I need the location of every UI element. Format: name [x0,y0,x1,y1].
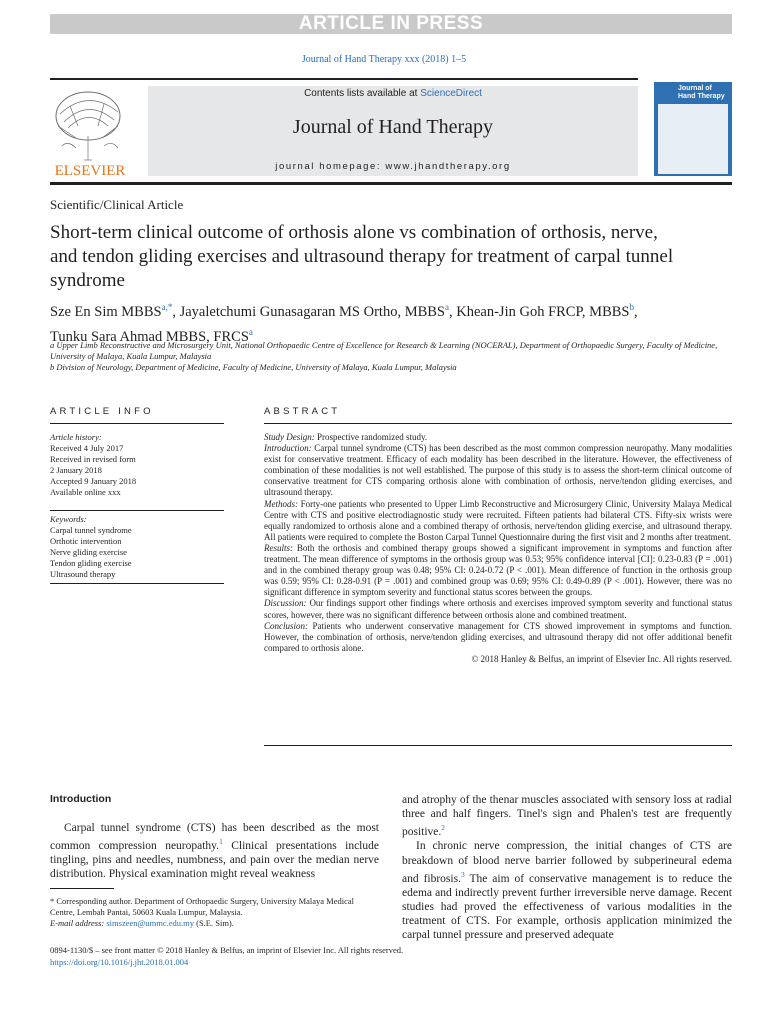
elsevier-tree-icon [48,86,132,178]
author-affiliation-marker[interactable]: a [248,326,253,337]
body-paragraph: Carpal tunnel syndrome (CTS) has been described as the most common compression neuropathy.$^1$ Clinical presentations include tingling, pins and needles, numbness, and pain over the median nerve distribution. Physical examination might reveal weakness [50,822,379,881]
author-affiliation-marker[interactable]: a,* [161,302,173,312]
divider [264,423,732,424]
citation-link[interactable]: 2 [441,823,446,833]
history-item: Received 4 July 2017 [50,443,124,453]
page-footer [50,944,732,968]
article-in-press-banner: ARTICLE IN PRESS [50,14,732,34]
journal-title: Journal of Hand Therapy [292,116,494,138]
email-label: E-mail address: [50,918,105,928]
corresponding-author: * Corresponding author. Department of Orthopaedic Surgery, University Malaya Medical Centre, Lembah Pantai, 50603 Kuala Lumpur, Malaysia. [50,896,355,917]
citation-link[interactable]: 1 [219,837,223,847]
abstract-heading: ABSTRACT [264,406,341,417]
keyword: Nerve gliding exercise [50,547,127,557]
affiliation-b: b Division of Neurology, Department of Medicine, Faculty of Medicine, University of Malaya, Kuala Lumpur, Malaysia [50,362,457,372]
history-item: Received in revised form [50,454,136,464]
elsevier-logo [48,86,132,178]
journal-homepage[interactable]: journal homepage: www.jhandtherapy.org [275,161,511,172]
svg-text:ELSEVIER: ELSEVIER [54,163,126,178]
abstract-copyright: © 2018 Hanley & Belfus, an imprint of Elsevier Inc. All rights reserved. [471,653,732,664]
abstract-conclusion: Conclusion: Patients who underwent conservative management for CTS showed improvement in symptoms and function. However, the combination of orthosis, nerve/tendon gliding exercises, and ultrasound therapy did not offer additional benefit compared to orthosis alone. [264,620,732,653]
author-name: Tunku Sara Ahmad MBBS, FRCS [50,328,249,345]
introduction-heading: Introduction [50,793,112,805]
divider [50,510,224,511]
history-item: Available online xxx [50,487,121,497]
issn-line: 0894-1130/$ – see front matter © 2018 Hanley & Belfus, an imprint of Elsevier Inc. All rights reserved. [50,945,404,955]
keyword: Carpal tunnel syndrome [50,525,132,535]
body-paragraph: In chronic nerve compression, the initial changes of CTS are breakdown of blood nerve barrier followed by subperineural edema and fibrosis.$^3$ The aim of conservative management is to reduce the edema and indirectly prevent further irreversible nerve damage. Recent studies had proved the effectiveness of various modalities in the treatment of CTS. For example, orthosis application minimized the carpal tunnel pressure and preserved adequate [402,840,733,942]
author-list: Sze En Sim $MBBS^{a,*}$, Jayaletchumi Gunasagaran MS Ortho, MBBS$^a$, Khean-Jin Goh FRCP, MBBS$^b$, Tunku Sara Ahmad MBBS, FRCS$^a$ [50,302,638,345]
author-name: Jayaletchumi Gunasagaran MS Ortho, MBBS [179,303,445,320]
body-column-left [50,821,379,882]
abstract-study-design: Study Design: Prospective randomized study. [264,432,428,442]
body-paragraph: and atrophy of the thenar muscles associated with sensory loss at radial three and half fingers. Tinel's sign and Phalen's test are frequently positive.$^2$ [402,794,732,839]
abstract-discussion: Discussion: Our findings support other findings where orthosis and exercises improved symptom severity and functional status scores, however, there was no significant difference between orthosis alone and combined treatment. [264,598,732,620]
keywords [50,514,224,580]
author-name: Sze En Sim MBBS [50,303,162,320]
email-link[interactable]: simszeen@ummc.edu.my [106,918,194,928]
corresponding-author-footnote [50,896,379,929]
article-title: Short-term clinical outcome of orthosis alone vs combination of orthosis, nerve, and tendon gliding exercises and ultrasound therapy for treatment of carpal tunnel syndrome [50,222,674,291]
doi-link[interactable]: https://doi.org/10.1016/j.jht.2018.01.004 [50,957,189,967]
keyword: Ultrasound therapy [50,569,116,579]
affiliations [50,340,732,373]
keyword: Orthotic intervention [50,536,122,546]
footnote-rule [50,888,114,889]
keywords-label: Keywords: [50,514,87,524]
cover-title: Journal of Hand Therapy [678,85,725,100]
journal-reference-link[interactable]: Journal of Hand Therapy xxx (2018) 1–5 [301,54,467,65]
history-label: Article history: [50,432,102,442]
history-item: 2 January 2018 [50,465,102,475]
affiliation-a: a Upper Limb Reconstructive and Microsurgery Unit, National Orthopaedic Centre of Excellence for Research & Learning (NOCERAL), Department of Orthopaedic Surgery, Faculty of Medicine, University of Malaya, Kuala Lumpur, Malaysia [50,340,718,361]
history-item: Accepted 9 January 2018 [50,476,137,486]
divider [50,423,224,424]
author-affiliation-marker[interactable]: b [629,302,634,312]
divider [264,745,732,746]
cover-artwork [658,104,728,174]
divider [50,583,224,584]
abstract-body [264,432,732,665]
article-section-type: Scientific/Clinical Article [50,197,184,212]
journal-cover-thumbnail [654,82,732,176]
article-history [50,432,224,498]
abstract-results: Results: Both the orthosis and combined therapy groups showed a significant improvement in symptoms and function after treatment. The mean difference of symptoms in the orthosis group was 0.53; 95% confidence interval [CI]: 0.23-0.83 (P = .001) and in the combined therapy group was 0.48; 95% CI: 0.24-0.72 (P < .001). Mean difference of function in the orthosis group was 0.59; 95% CI: 0.28-0.91 (P = .001) and combined group was 0.69; 95% CI: 0.49-0.89 (P < .001). However, there was no significant difference in symptom severity and functional status scores between the groups. [264,542,732,598]
sciencedirect-link[interactable]: ScienceDirect [420,88,482,99]
body-column-right [402,793,732,943]
author-affiliation-marker[interactable]: a [445,302,449,312]
abstract-introduction: Introduction: Carpal tunnel syndrome (CTS) has been described as the most common compression neuropathy. Many modalities exist for conservative treatment. Efficacy of each modality has been described in the literature. However, the effectiveness of combination of these modalities is not well established. The purpose of this study is to assess the short-term clinical outcome of conservative treatment for CTS comparing orthosis alone with combination of orthosis, nerve/tendon gliding exercises, and ultrasound therapy. [264,443,732,498]
abstract-methods: Methods: Forty-one patients who presented to Upper Limb Reconstructive and Microsurgery Clinic, University Malaya Medical Centre with CTS and positive electrodiagnostic study were recruited. Fifteen patients had bilateral CTS. Fifty-six wrists were equally randomized to orthosis alone and a combined therapy of orthosis, nerve/tendon gliding exercise, and ultrasound therapy. All patients were required to complete the Boston Carpal Tunnel Questionnaire during the first visit and 2 months after treatment. [264,498,732,542]
contents-line [148,88,638,99]
header-thick-rule [50,182,732,185]
email-line: E-mail address: simszeen@ummc.edu.my (S.E. Sim). [50,918,234,928]
citation-link[interactable]: 3 [460,869,465,879]
contents-prefix: Contents lists available at [304,88,421,99]
header-rule [50,78,638,80]
article-info-heading: ARTICLE INFO [50,406,154,417]
author-name: Khean-Jin Goh FRCP, MBBS [456,303,630,320]
keyword: Tendon gliding exercise [50,558,132,568]
